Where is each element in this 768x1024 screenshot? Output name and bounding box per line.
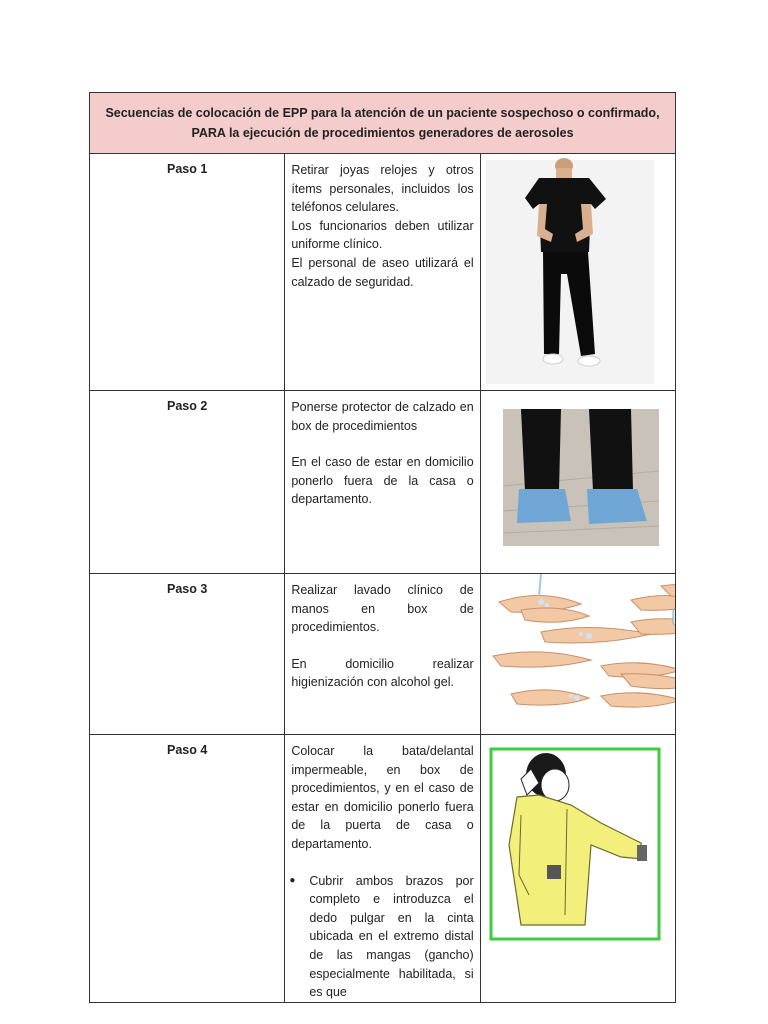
hand-washing-sequence-image — [481, 574, 676, 734]
table-row — [90, 735, 676, 1003]
step-paragraph: En el caso de estar en domicilio ponerlo fuera de la casa o departamento. — [291, 455, 474, 507]
table-title: Secuencias de colocación de EPP para la atención de un paciente sospechoso o confirmado, PARA la ejecución de procedimientos generadores de aerosoles — [90, 93, 676, 154]
step-label: Paso 3 — [90, 574, 285, 735]
table-row — [90, 574, 676, 735]
step-paragraph: Retirar joyas relojes y otros ítems personales, incluidos los teléfonos celulares. — [291, 163, 474, 215]
person-putting-on-gown-image — [481, 735, 676, 953]
step-paragraph: Los funcionarios deben utilizar uniforme clínico. — [291, 218, 474, 252]
step-paragraph: Colocar la bata/delantal impermeable, en box de procedimientos, y en el caso de estar en domicilio ponerlo fuera de la puerta de casa o departamento. — [291, 744, 474, 851]
table-row — [90, 391, 676, 574]
blue-shoe-covers-image — [481, 391, 676, 573]
table-row — [90, 154, 676, 391]
step-image-cell — [480, 735, 675, 1003]
step-image-cell — [480, 574, 675, 735]
bullet-item — [289, 872, 473, 1002]
epp-sequence-table — [89, 92, 676, 1003]
step-paragraph: El personal de aseo utilizará el calzado de seguridad. — [291, 255, 474, 289]
step-label: Paso 2 — [90, 391, 285, 574]
step-paragraph: Ponerse protector de calzado en box de procedimientos — [291, 400, 474, 433]
step-text — [285, 574, 480, 735]
bullet-dot: ● — [289, 874, 296, 886]
step-paragraph: Realizar lavado clínico de manos en box de procedimientos. — [291, 583, 474, 635]
bullet-text: Cubrir ambos brazos por completo e introduzca el dedo pulgar en la cinta ubicada en el extremo distal de las mangas (gancho) especialmente habilitada, si es que — [309, 873, 474, 1000]
step-image-cell — [480, 154, 675, 391]
step-image-cell — [480, 391, 675, 574]
person-in-black-scrubs-image — [481, 154, 676, 390]
step-label: Paso 1 — [90, 154, 285, 391]
step-text — [285, 391, 480, 574]
step-text — [285, 154, 480, 391]
step-text — [285, 735, 480, 1003]
step-paragraph: En domicilio realizar higienización con alcohol gel. — [291, 656, 474, 690]
step-label: Paso 4 — [90, 735, 285, 1003]
